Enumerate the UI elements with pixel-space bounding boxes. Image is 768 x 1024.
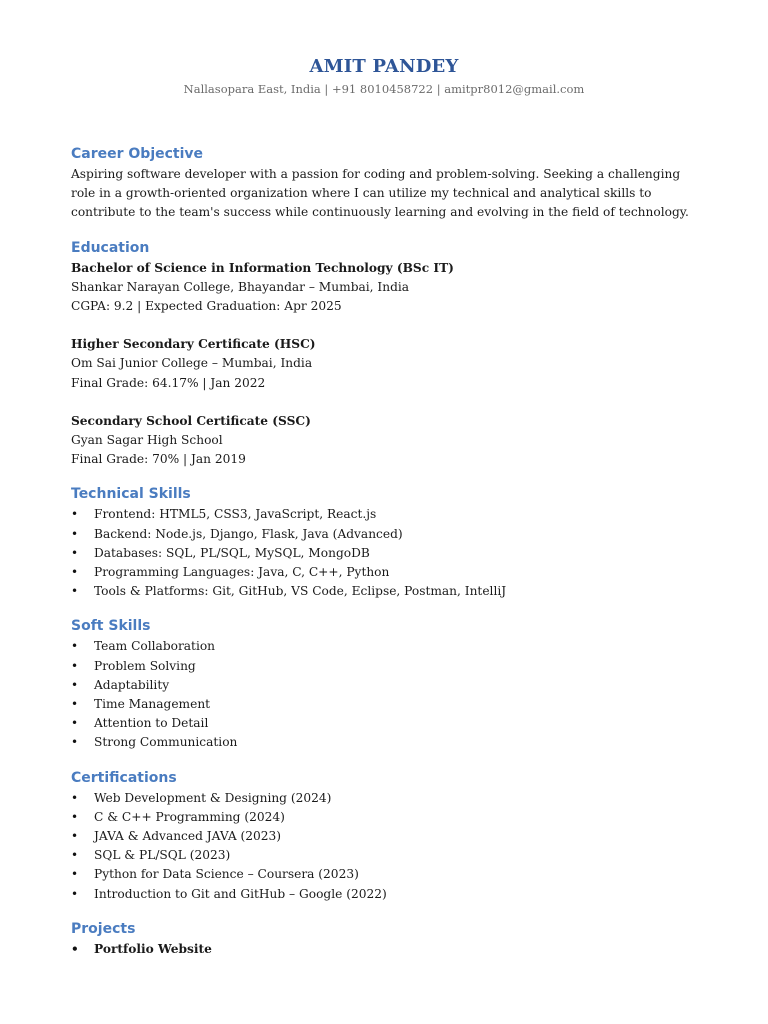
bullet-icon: •: [71, 658, 79, 673]
list-item-text: Problem Solving: [94, 658, 196, 673]
list-item: [71, 789, 701, 808]
technical-skills-list: [71, 505, 701, 601]
list-item-text: SQL & PL/SQL (2023): [94, 848, 231, 863]
list-item-text: Web Development & Designing (2024): [94, 790, 332, 805]
list-item-text: Programming Languages: Java, C, C++, Python: [94, 565, 390, 580]
list-item: [71, 657, 701, 676]
education-degree: Secondary School Certificate (SSC): [71, 413, 311, 428]
project-title: Portfolio Website: [94, 941, 212, 956]
bullet-icon: •: [71, 735, 79, 750]
list-item: [71, 505, 701, 524]
list-item: [71, 827, 701, 846]
list-item: [71, 525, 701, 544]
list-item: [71, 846, 701, 865]
list-item-text: Backend: Node.js, Django, Flask, Java (Advanced): [94, 526, 403, 541]
certifications-section: [71, 767, 701, 904]
bullet-icon: •: [71, 584, 79, 599]
education-institution: Shankar Narayan College, Bhayandar – Mumbai, India: [71, 279, 410, 294]
bullet-icon: •: [71, 639, 79, 654]
list-item-text: Attention to Detail: [94, 716, 209, 731]
bullet-icon: •: [71, 507, 79, 522]
candidate-name: AMIT PANDEY: [309, 56, 459, 77]
education-degree: Higher Secondary Certificate (HSC): [71, 337, 316, 352]
soft-skills-list: [71, 637, 701, 752]
education-details: Final Grade: 64.17% | Jan 2022: [71, 375, 266, 390]
bullet-icon: •: [71, 677, 79, 692]
bullet-icon: •: [71, 809, 79, 824]
list-item-text: Tools & Platforms: Git, GitHub, VS Code, Eclipse, Postman, IntelliJ: [94, 584, 507, 599]
bullet-icon: •: [71, 545, 79, 560]
section-heading-technical-skills: Technical Skills: [71, 486, 191, 503]
list-item: [71, 544, 701, 563]
list-item-text: Introduction to Git and GitHub – Google (2022): [94, 886, 387, 901]
education-entry-ssc: [71, 412, 701, 470]
education-entry-hsc: [71, 335, 701, 393]
list-item: [71, 676, 701, 695]
bullet-icon: •: [71, 829, 79, 844]
list-item: [71, 865, 701, 884]
bullet-icon: •: [71, 565, 79, 580]
projects-list: [71, 940, 701, 959]
soft-skills-section: [71, 615, 701, 752]
list-item-text: Strong Communication: [94, 735, 238, 750]
section-heading-education: Education: [71, 239, 150, 256]
bullet-icon: •: [71, 526, 79, 541]
section-heading-career-objective: Career Objective: [71, 146, 204, 162]
list-item-text: JAVA & Advanced JAVA (2023): [94, 829, 282, 844]
list-item: [71, 714, 701, 733]
section-heading-soft-skills: Soft Skills: [71, 618, 151, 635]
list-item: [71, 695, 701, 714]
list-item: [71, 637, 701, 656]
list-item-text: C & C++ Programming (2024): [94, 809, 285, 824]
list-item: [71, 563, 701, 582]
projects-section: [71, 918, 701, 959]
bullet-icon: •: [71, 848, 79, 863]
list-item-text: Team Collaboration: [94, 639, 216, 654]
bullet-icon: •: [71, 697, 79, 712]
list-item-text: Frontend: HTML5, CSS3, JavaScript, React.js: [94, 507, 377, 522]
education-institution: Om Sai Junior College – Mumbai, India: [71, 356, 313, 371]
bullet-icon: •: [71, 886, 79, 901]
section-heading-certifications: Certifications: [71, 769, 177, 786]
education-details: Final Grade: 70% | Jan 2019: [71, 452, 246, 467]
education-section: [71, 237, 701, 470]
education-entry-bsc: [71, 259, 701, 317]
list-item: [71, 940, 701, 959]
career-objective-text: Aspiring software developer with a passion for coding and problem-solving. Seeking a challenging role in a growth-oriented organization where I can utilize my technical and analytical skills to contribute to the team's success while continuously learning and evolving in the field of technology.: [71, 167, 689, 220]
education-details: CGPA: 9.2 | Expected Graduation: Apr 2025: [71, 299, 342, 314]
list-item: [71, 582, 701, 601]
list-item-text: Databases: SQL, PL/SQL, MySQL, MongoDB: [94, 545, 370, 560]
career-objective-section: [71, 143, 701, 223]
section-heading-projects: Projects: [71, 920, 136, 937]
education-institution: Gyan Sagar High School: [71, 433, 223, 448]
list-item: [71, 885, 701, 904]
contact-line: Nallasopara East, India | +91 8010458722 | amitpr8012@gmail.com: [183, 82, 585, 96]
bullet-icon: •: [71, 790, 79, 805]
certifications-list: [71, 789, 701, 904]
bullet-icon: •: [71, 867, 79, 882]
resume-body: [71, 143, 701, 959]
bullet-icon: •: [71, 941, 79, 956]
bullet-icon: •: [71, 716, 79, 731]
list-item: [71, 808, 701, 827]
list-item-text: Adaptability: [94, 677, 170, 692]
technical-skills-section: [71, 483, 701, 601]
list-item-text: Time Management: [94, 697, 211, 712]
education-degree: Bachelor of Science in Information Technology (BSc IT): [71, 260, 454, 275]
list-item: [71, 733, 701, 752]
list-item-text: Python for Data Science – Coursera (2023): [94, 867, 359, 882]
